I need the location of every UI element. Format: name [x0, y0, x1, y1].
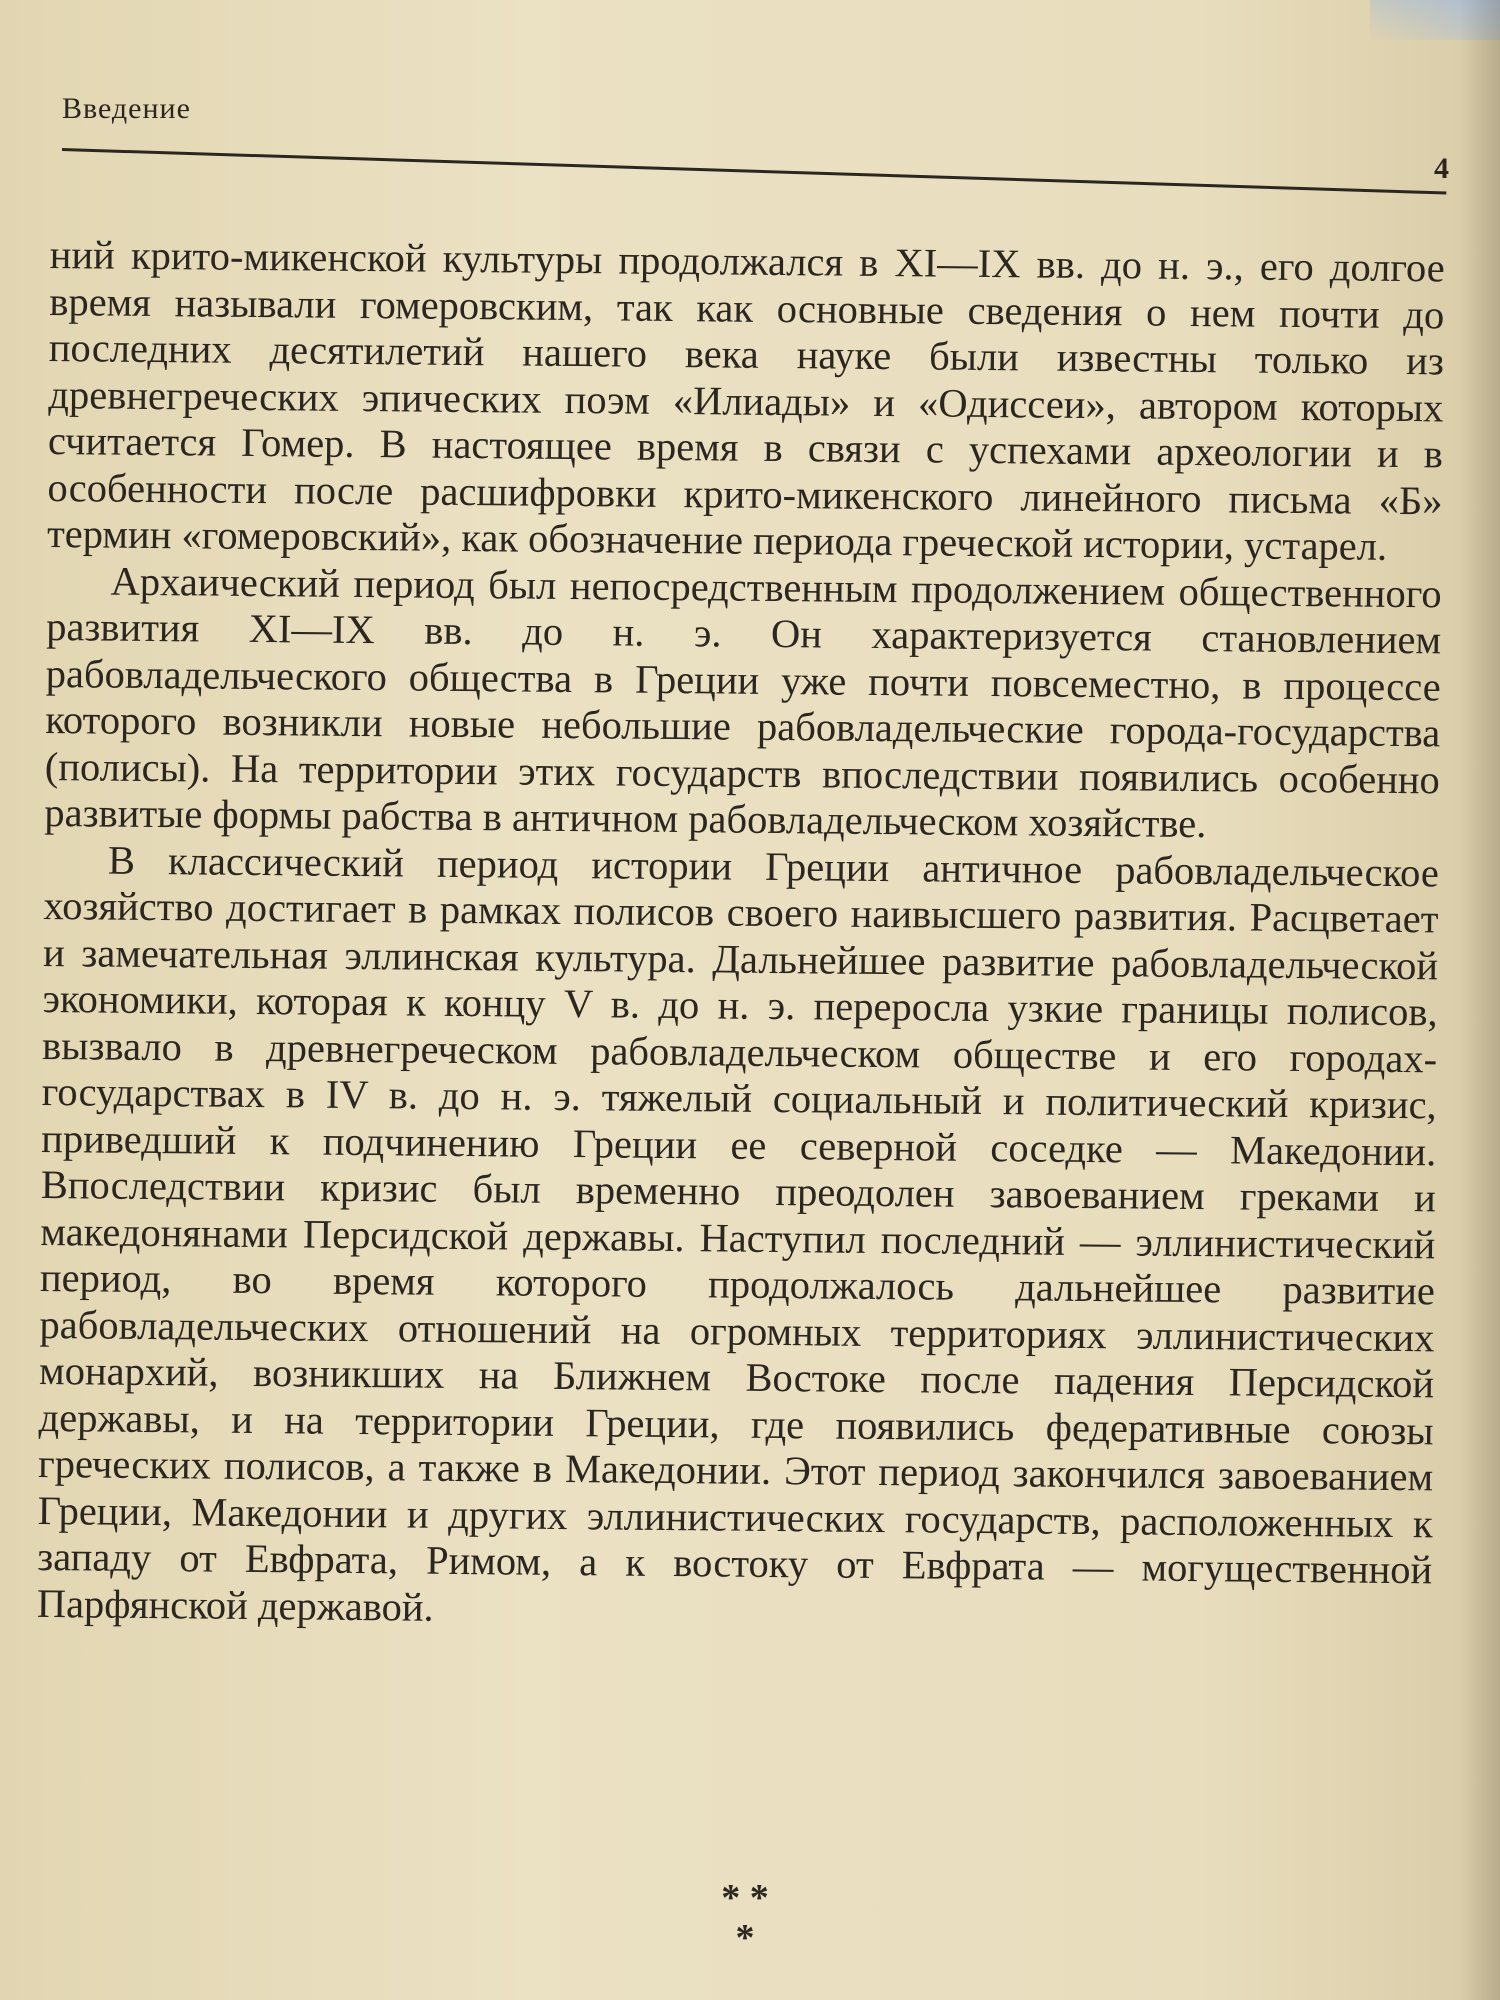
- body-text: [37, 232, 1445, 1640]
- page-edge-shadow: [1460, 0, 1500, 2000]
- header-rule: [62, 148, 1446, 195]
- separator-line-1: * *: [721, 1877, 769, 1919]
- separator-line-2: *: [735, 1917, 755, 1959]
- paragraph-2: Архаический период был непосредственным продолжением общественного развития XI—IX вв. до н. э. Он характеризуется становлением рабовладельческого общества в Греции уже почти повсеместно, в процессе которого возникли новые небольшие рабовладельческие города-государства (полисы). На территории этих государств впоследствии появились особенно развитые формы рабства в античном рабовладельческом хозяйстве.: [44, 558, 1442, 847]
- paragraph-1: ний крито-микенской культуры продолжался в XI—IX вв. до н. э., его долгое время называли гомеровским, так как основные сведения о нем почти до последних десятилетий нашего века науке были известны только из древнегреческих эпических поэм «Илиады» и «Одиссеи», автором которых считается Гомер. В настоящее время в связи с успехами археологии и в особенности после расшифровки крито-микенского линейного письма «Б» термин «гомеровский», как обозначение периода греческой истории, устарел.: [46, 232, 1445, 569]
- section-separator: [680, 1878, 810, 1958]
- paragraph-3: В классический период истории Греции античное рабовладельческое хозяйство достигает в рамках полисов своего наивысшего развития. Расцветает и замечательная эллинская культура. Дальнейшее развитие рабовладельческой экономики, которая к концу V в. до н. э. переросла узкие границы полисов, вызвало в древнегреческом рабовладельческом обществе и его городах-государствах в IV в. до н. э. тяжелый социальный и политический кризис, приведший к подчинению Греции ее северной соседке — Македонии. Впоследствии кризис был временно преодолен завоеванием греками и македонянами Персидской державы. Наступил последний — эллинистический период, во время которого продолжалось дальнейшее развитие рабовладельческих отношений на огромных территориях эллинистических монархий, возникших на Ближнем Востоке после падения Персидской державы, и на территории Греции, где появились федеративные союзы греческих полисов, а также в Македонии. Этот период закончился завоеванием Греции, Македонии и других эллинистических государств, расположенных к западу от Евфрата, Римом, а к востоку от Евфрата — могущественной Парфянской державой.: [36, 837, 1440, 1630]
- page-number: 4: [1434, 152, 1449, 185]
- running-head: Введение: [62, 92, 191, 125]
